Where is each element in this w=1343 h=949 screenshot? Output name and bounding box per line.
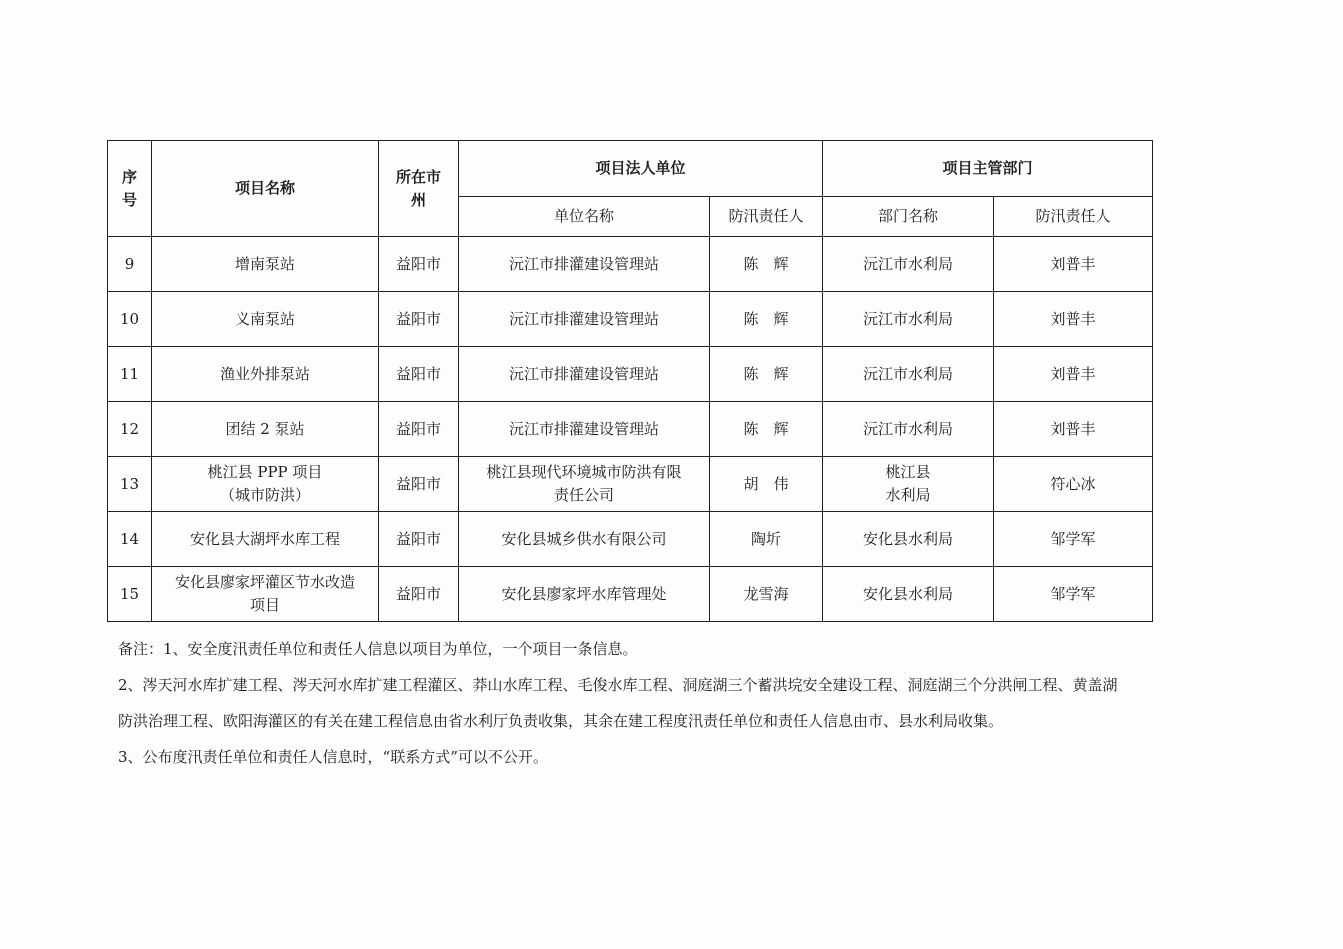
table-row — [108, 512, 1153, 567]
header-flood-person: 防汛责任人 — [710, 197, 823, 237]
cell-dept-line1: 桃江县 — [885, 463, 931, 481]
note-2-line-2: 防洪治理工程、欧阳海灌区的有关在建工程信息由省水利厅负责收集，其余在建工程度汛责任单位和责任人信息由市、县水利局收集。 — [118, 712, 1004, 730]
cell-person: 陈 辉 — [710, 292, 823, 347]
cell-seq: 14 — [108, 512, 152, 567]
cell-dept-person: 邹学军 — [994, 567, 1153, 622]
cell-unit: 安化县城乡供水有限公司 — [459, 512, 710, 567]
cell-city: 益阳市 — [379, 347, 459, 402]
table-row — [108, 567, 1153, 622]
cell-seq: 11 — [108, 347, 152, 402]
cell-dept: 安化县水利局 — [823, 567, 994, 622]
cell-unit: 沅江市排灌建设管理站 — [459, 237, 710, 292]
cell-unit-line2: 责任公司 — [553, 486, 614, 504]
cell-project: 渔业外排泵站 — [152, 347, 379, 402]
cell-person: 陈 辉 — [710, 347, 823, 402]
flood-responsibility-table — [107, 140, 1153, 622]
cell-project-line1: 安化县廖家坪灌区节水改造 — [174, 573, 355, 591]
cell-dept-person: 符心冰 — [994, 457, 1153, 512]
cell-dept — [823, 457, 994, 512]
table-row — [108, 237, 1153, 292]
cell-city: 益阳市 — [379, 292, 459, 347]
cell-dept-person: 刘普丰 — [994, 347, 1153, 402]
table-row — [108, 292, 1153, 347]
cell-project: 安化县大湖坪水库工程 — [152, 512, 379, 567]
note-1: 备注：1、安全度汛责任单位和责任人信息以项目为单位，一个项目一条信息。 — [118, 640, 638, 658]
header-dept-name: 部门名称 — [823, 197, 994, 237]
cell-unit: 安化县廖家坪水库管理处 — [459, 567, 710, 622]
cell-dept: 沅江市水利局 — [823, 292, 994, 347]
header-dept-flood-person: 防汛责任人 — [994, 197, 1153, 237]
header-city: 所在市州 — [379, 141, 459, 237]
cell-seq: 10 — [108, 292, 152, 347]
cell-person: 陈 辉 — [710, 237, 823, 292]
cell-project: 义南泵站 — [152, 292, 379, 347]
cell-unit: 沅江市排灌建设管理站 — [459, 347, 710, 402]
table-row — [108, 457, 1153, 512]
cell-person: 胡 伟 — [710, 457, 823, 512]
cell-dept: 沅江市水利局 — [823, 237, 994, 292]
cell-city: 益阳市 — [379, 402, 459, 457]
cell-dept-line2: 水利局 — [885, 486, 931, 504]
cell-project: 团结 2 泵站 — [152, 402, 379, 457]
header-department: 项目主管部门 — [823, 141, 1153, 197]
cell-dept-person: 刘普丰 — [994, 402, 1153, 457]
header-legal-unit: 项目法人单位 — [459, 141, 823, 197]
cell-city: 益阳市 — [379, 457, 459, 512]
cell-unit — [459, 457, 710, 512]
cell-seq: 12 — [108, 402, 152, 457]
cell-seq: 13 — [108, 457, 152, 512]
cell-unit: 沅江市排灌建设管理站 — [459, 402, 710, 457]
header-project-name: 项目名称 — [152, 141, 379, 237]
cell-project-line1: 桃江县 PPP 项目 — [207, 463, 323, 481]
cell-project — [152, 457, 379, 512]
cell-city: 益阳市 — [379, 237, 459, 292]
cell-dept: 沅江市水利局 — [823, 402, 994, 457]
cell-dept: 沅江市水利局 — [823, 347, 994, 402]
cell-dept: 安化县水利局 — [823, 512, 994, 567]
note-2-line-1: 2、涔天河水库扩建工程、涔天河水库扩建工程灌区、莽山水库工程、毛俊水库工程、洞庭湖三个蓄洪垸安全建设工程、洞庭湖三个分洪闸工程、黄盖湖 — [118, 676, 1118, 694]
cell-project-line2: 项目 — [249, 596, 280, 614]
cell-person: 陶圻 — [710, 512, 823, 567]
cell-project — [152, 567, 379, 622]
cell-person: 陈 辉 — [710, 402, 823, 457]
cell-city: 益阳市 — [379, 567, 459, 622]
cell-seq: 9 — [108, 237, 152, 292]
cell-seq: 15 — [108, 567, 152, 622]
notes-section — [118, 631, 1238, 775]
table-row — [108, 402, 1153, 457]
note-3: 3、公布度汛责任单位和责任人信息时，“联系方式”可以不公开。 — [118, 748, 548, 766]
cell-dept-person: 邹学军 — [994, 512, 1153, 567]
header-unit-name: 单位名称 — [459, 197, 710, 237]
header-seq: 序号 — [108, 141, 152, 237]
header-row-1 — [108, 141, 1153, 197]
cell-city: 益阳市 — [379, 512, 459, 567]
table-row — [108, 347, 1153, 402]
cell-dept-person: 刘普丰 — [994, 292, 1153, 347]
cell-person: 龙雪海 — [710, 567, 823, 622]
cell-project: 增南泵站 — [152, 237, 379, 292]
cell-unit-line1: 桃江县现代环境城市防洪有限 — [486, 463, 682, 481]
cell-project-line2: （城市防洪） — [219, 486, 310, 504]
cell-dept-person: 刘普丰 — [994, 237, 1153, 292]
cell-unit: 沅江市排灌建设管理站 — [459, 292, 710, 347]
